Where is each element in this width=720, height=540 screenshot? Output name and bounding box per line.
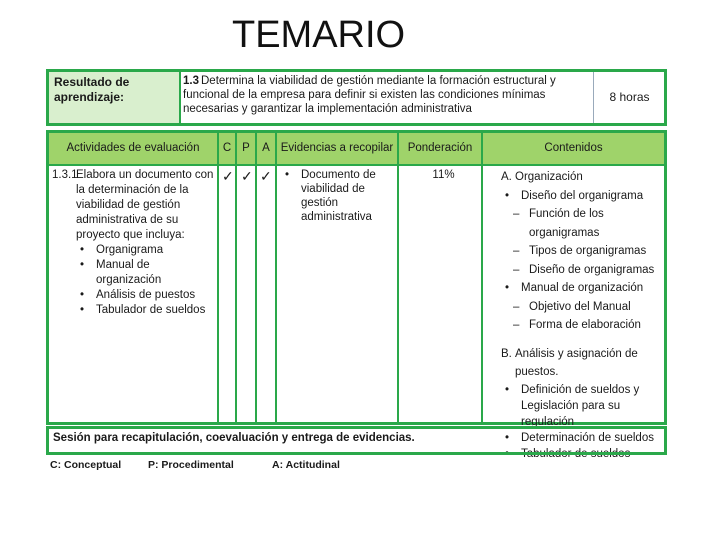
check-p: ✓	[241, 168, 253, 184]
evidence-item: • Documento de viabilidad de gestión administrativa	[281, 168, 397, 224]
contents-section-b	[501, 345, 666, 382]
header-a: A	[262, 142, 270, 154]
learning-outcome-text	[183, 74, 593, 116]
session-text: Sesión para recapitulación, coevaluación y entrega de evidencias.	[53, 432, 415, 444]
activity-description	[76, 168, 216, 318]
page-title: TEMARIO	[232, 14, 406, 56]
header-ponderacion: Ponderación	[407, 142, 473, 154]
activity-number: 1.3.1	[52, 169, 78, 181]
list-subitem: – Objetivo del Manual	[501, 298, 666, 317]
learning-outcome-hours: 8 horas	[593, 72, 665, 123]
list-item: • Determinación de sueldos	[501, 430, 666, 446]
list-subitem: – Forma de elaboración	[501, 316, 666, 335]
learning-outcome-label: Resultado de aprendizaje:	[49, 72, 181, 123]
section-key: A.	[501, 171, 512, 183]
learning-outcome-box	[46, 69, 667, 126]
section-title: Análisis y asignación de puestos.	[515, 347, 638, 378]
list-item: • Definición de sueldos y Legislación para su regulación	[501, 382, 666, 430]
activity-text: Elabora un documento con la determinación de la viabilidad de gestión administrativa de su proyecto que incluya:	[76, 169, 214, 241]
list-item: • Análisis de puestos	[76, 288, 216, 303]
list-item: • Diseño del organigrama	[501, 187, 666, 206]
section-key: B.	[501, 347, 512, 360]
session-footer	[46, 426, 667, 455]
header-p: P	[242, 142, 250, 154]
legend-conceptual: C: Conceptual	[50, 459, 122, 471]
legend-procedimental: P: Procedimental	[148, 459, 234, 471]
list-subitem: – Diseño de organigramas	[501, 261, 666, 280]
header-contenidos: Contenidos	[544, 142, 603, 154]
header-c: C	[222, 142, 232, 154]
header-actividades: Actividades de evaluación	[66, 142, 200, 154]
list-subitem: – Función de los organigramas	[501, 205, 666, 242]
header-evidencias: Evidencias a recopilar	[280, 142, 394, 154]
check-a: ✓	[260, 168, 272, 184]
weighting-value: 11%	[432, 169, 455, 181]
list-item: • Tabulador de sueldos	[501, 446, 666, 462]
contents-section-a	[501, 168, 666, 187]
learning-outcome-number: 1.3	[183, 75, 199, 87]
evidence-cell	[281, 168, 397, 224]
list-item: • Manual de organización	[76, 258, 216, 288]
list-item: • Organigrama	[76, 243, 216, 258]
list-item: • Tabulador de sueldos	[76, 303, 216, 318]
section-title: Organización	[515, 171, 583, 183]
activity-items-list	[76, 243, 216, 318]
table-header-row	[49, 133, 664, 166]
learning-outcome-description: Determina la viabilidad de gestión mediante la formación estructural y funcional de la empresa para definir si existen las condiciones mínimas necesarias y garantizar la implementación administrativa	[183, 75, 556, 115]
list-subitem: – Tipos de organigramas	[501, 242, 666, 261]
check-c: ✓	[222, 168, 234, 184]
legend-actitudinal: A: Actitudinal	[272, 459, 340, 471]
contents-cell	[501, 168, 666, 462]
list-item: • Manual de organización	[501, 279, 666, 298]
